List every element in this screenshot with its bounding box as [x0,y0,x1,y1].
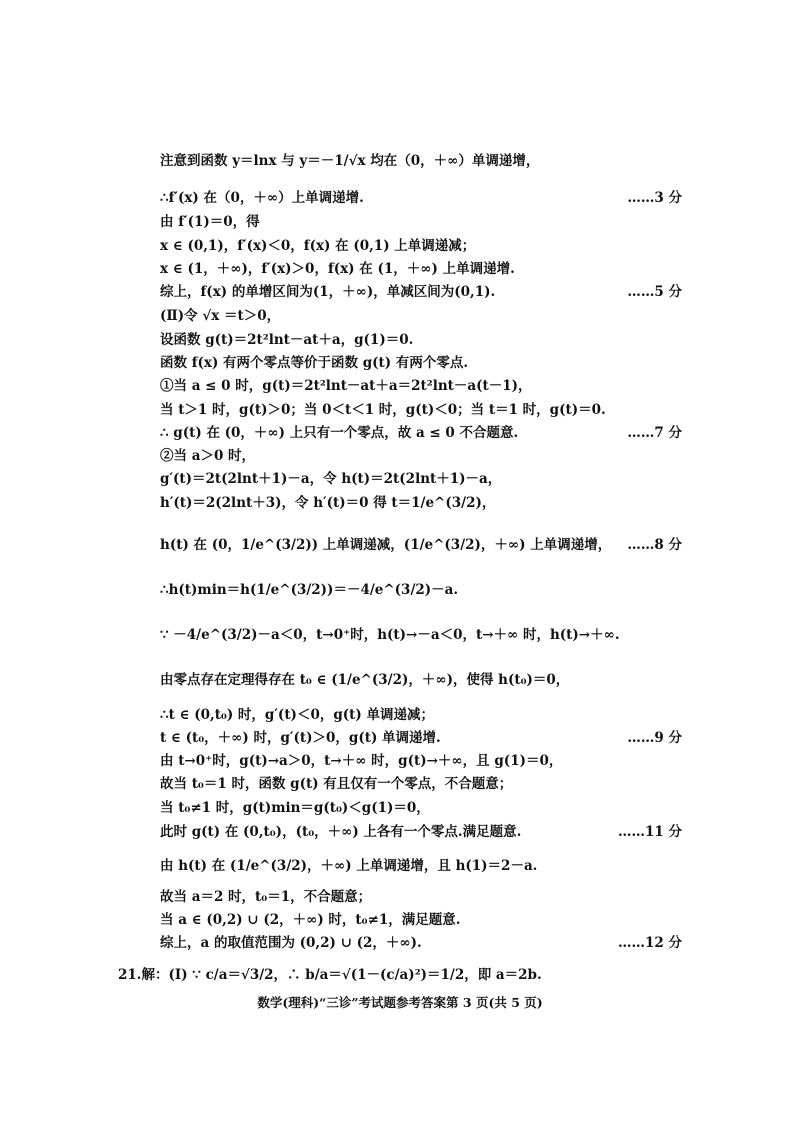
solution-line: ∵ －4/e^(3/2)－a＜0，t→0⁺时，h(t)→－a＜0，t→＋∞ 时，h(t)→＋∞. [160,627,620,643]
solution-line: 当 a ∈ (0,2) ∪ (2，＋∞) 时，t₀≠1，满足题意. [160,912,461,928]
solution-line: (Ⅱ)令 √x ＝t＞0， [160,308,281,324]
solution-line: ∴ g(t) 在 (0，＋∞) 上只有一个零点，故 a ≤ 0 不合题意. [160,425,519,441]
solution-line: 当 t₀≠1 时，g(t)min＝g(t₀)＜g(1)＝0， [160,800,430,816]
page-footer: 数学(理科)“三诊”考试题参考答案第 3 页(共 5 页) [257,995,543,1010]
solution-line: 综上，a 的取值范围为 (0,2) ∪ (2，＋∞). [160,935,422,951]
solution-line: h′(t)＝2(2lnt＋3)，令 h′(t)＝0 得 t＝1/e^(3/2)， [160,495,496,511]
solution-line: 综上，f(x) 的单增区间为(1，＋∞)，单减区间为(0,1). [160,284,496,300]
solution-line: 函数 f(x) 有两个零点等价于函数 g(t) 有两个零点. [160,355,469,371]
score-mark: ……9 分 [627,730,682,746]
solution-line: 故当 t₀＝1 时，函数 g(t) 有且仅有一个零点，不合题意； [160,776,513,792]
solution-line: 由零点存在定理得存在 t₀ ∈ (1/e^(3/2)，＋∞)，使得 h(t₀)＝0， [160,672,570,688]
score-mark: ……7 分 [627,425,682,441]
question-21-line: 21.解：(Ⅰ) ∵ c/a＝√3/2，∴ b/a＝√(1－(c/a)²)＝1/2，即 a＝2b. [118,967,542,983]
solution-line: g′(t)＝2t(2lnt＋1)－a，令 h(t)＝2t(2lnt＋1)－a， [160,471,502,487]
solution-line: t ∈ (t₀，＋∞) 时，g′(t)＞0，g(t) 单调递增. [160,730,441,746]
solution-line: 由 h(t) 在 (1/e^(3/2)，＋∞) 上单调递增，且 h(1)＝2－a. [160,858,538,874]
solution-line: 当 t＞1 时，g(t)＞0；当 0＜t＜1 时，g(t)＜0；当 t＝1 时，g(t)＝0. [160,402,606,418]
score-mark: ……5 分 [627,284,682,300]
score-mark: ……12 分 [618,935,682,951]
solution-line: ∴h(t)min＝h(1/e^(3/2))＝－4/e^(3/2)－a. [160,582,459,598]
solution-line: ∴t ∈ (0,t₀) 时，g′(t)＜0，g(t) 单调递减； [160,707,434,723]
solution-line: 注意到函数 y＝lnx 与 y＝－1/√x 均在（0，＋∞）单调递增， [160,153,540,169]
score-mark: ……3 分 [627,190,682,206]
solution-line: x ∈ (1，＋∞)，f′(x)＞0，f(x) 在 (1，＋∞) 上单调递增. [160,261,515,277]
solution-line: ∴f′(x) 在（0，＋∞）上单调递增. [160,190,364,206]
solution-line: 由 f′(1)＝0，得 [160,214,260,230]
solution-line: ①当 a ≤ 0 时，g(t)＝2t²lnt－at＋a＝2t²lnt－a(t－1)， [160,378,532,394]
score-mark: ……8 分 [627,537,682,553]
solution-line: 由 t→0⁺时，g(t)→a＞0，t→＋∞ 时，g(t)→＋∞，且 g(1)＝0， [160,753,563,769]
solution-line: 设函数 g(t)＝2t²lnt－at＋a，g(1)＝0. [160,332,414,348]
solution-line: ②当 a＞0 时， [160,448,256,464]
score-mark: ……11 分 [618,824,682,840]
solution-line: 故当 a＝2 时，t₀＝1，不合题意； [160,889,372,905]
solution-line: x ∈ (0,1)，f′(x)＜0，f(x) 在 (0,1) 上单调递减； [160,238,476,254]
solution-line: h(t) 在 (0，1/e^(3/2)) 上单调递减，(1/e^(3/2)，＋∞) 上单调递增， [160,537,612,553]
solution-line: 此时 g(t) 在 (0,t₀)，(t₀，＋∞) 上各有一个零点.满足题意. [160,824,522,840]
